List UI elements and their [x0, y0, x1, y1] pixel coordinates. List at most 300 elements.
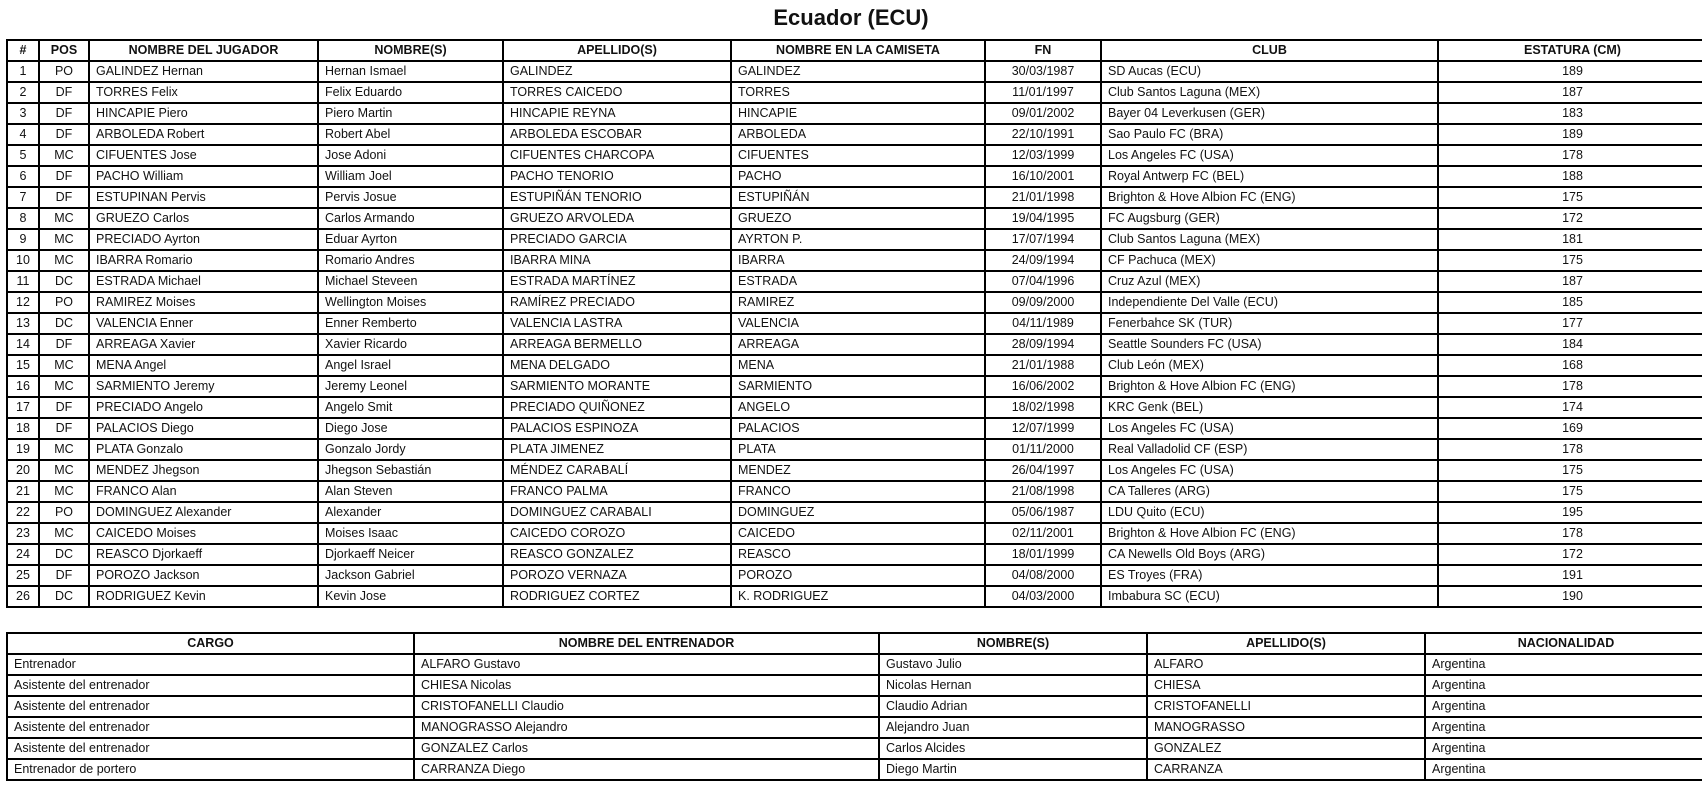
table-row: [7, 292, 1702, 313]
players-cell: MC: [39, 460, 89, 481]
players-cell: Brighton & Hove Albion FC (ENG): [1101, 523, 1438, 544]
players-cell: 168: [1438, 355, 1702, 376]
table-row: [7, 738, 1702, 759]
staff-cell: MANOGRASSO Alejandro: [414, 717, 879, 738]
players-cell: MC: [39, 523, 89, 544]
page-title: Ecuador (ECU): [773, 5, 929, 30]
staff-cell: Argentina: [1425, 738, 1702, 759]
players-cell: ARBOLEDA Robert: [89, 124, 318, 145]
staff-cell: CHIESA Nicolas: [414, 675, 879, 696]
players-cell: CIFUENTES CHARCOPA: [503, 145, 731, 166]
players-cell: MENA: [731, 355, 985, 376]
players-cell: Gonzalo Jordy: [318, 439, 503, 460]
players-cell: 177: [1438, 313, 1702, 334]
players-cell: MÉNDEZ CARABALÍ: [503, 460, 731, 481]
players-cell: ESTUPIÑÁN TENORIO: [503, 187, 731, 208]
players-cell: Angelo Smit: [318, 397, 503, 418]
players-cell: 3: [7, 103, 39, 124]
players-cell: MENA DELGADO: [503, 355, 731, 376]
players-cell: 09/09/2000: [985, 292, 1101, 313]
players-cell: 20: [7, 460, 39, 481]
staff-cell: GONZALEZ: [1147, 738, 1425, 759]
table-row: [7, 187, 1702, 208]
players-cell: Pervis Josue: [318, 187, 503, 208]
table-row: [7, 696, 1702, 717]
players-cell: PACHO: [731, 166, 985, 187]
table-row: [7, 61, 1702, 82]
players-cell: DOMINGUEZ Alexander: [89, 502, 318, 523]
staff-cell: Nicolas Hernan: [879, 675, 1147, 696]
players-cell: 18/01/1999: [985, 544, 1101, 565]
players-cell: Brighton & Hove Albion FC (ENG): [1101, 376, 1438, 397]
players-cell: 189: [1438, 61, 1702, 82]
players-cell: PO: [39, 502, 89, 523]
players-cell: Los Angeles FC (USA): [1101, 418, 1438, 439]
players-cell: DOMINGUEZ CARABALI: [503, 502, 731, 523]
players-header-cell: APELLIDO(S): [503, 40, 731, 61]
players-cell: 05/06/1987: [985, 502, 1101, 523]
players-cell: 189: [1438, 124, 1702, 145]
table-row: [7, 397, 1702, 418]
staff-cell: Asistente del entrenador: [7, 738, 414, 759]
players-cell: 16/10/2001: [985, 166, 1101, 187]
staff-cell: ALFARO Gustavo: [414, 654, 879, 675]
players-cell: 09/01/2002: [985, 103, 1101, 124]
players-cell: 184: [1438, 334, 1702, 355]
players-cell: CA Talleres (ARG): [1101, 481, 1438, 502]
players-cell: 18/02/1998: [985, 397, 1101, 418]
players-cell: DF: [39, 166, 89, 187]
players-cell: 178: [1438, 145, 1702, 166]
players-cell: 188: [1438, 166, 1702, 187]
players-cell: 174: [1438, 397, 1702, 418]
players-cell: ARREAGA: [731, 334, 985, 355]
players-cell: DC: [39, 271, 89, 292]
players-cell: DF: [39, 418, 89, 439]
players-cell: POROZO: [731, 565, 985, 586]
players-cell: SD Aucas (ECU): [1101, 61, 1438, 82]
players-cell: Felix Eduardo: [318, 82, 503, 103]
players-cell: Xavier Ricardo: [318, 334, 503, 355]
players-cell: PALACIOS ESPINOZA: [503, 418, 731, 439]
players-header-cell: NOMBRE EN LA CAMISETA: [731, 40, 985, 61]
table-row: [7, 250, 1702, 271]
players-cell: 21: [7, 481, 39, 502]
staff-cell: CARRANZA Diego: [414, 759, 879, 780]
players-cell: DF: [39, 124, 89, 145]
players-cell: 16/06/2002: [985, 376, 1101, 397]
players-cell: GALINDEZ: [731, 61, 985, 82]
players-cell: DF: [39, 565, 89, 586]
players-cell: ESTUPINAN Pervis: [89, 187, 318, 208]
players-cell: Alexander: [318, 502, 503, 523]
players-cell: Imbabura SC (ECU): [1101, 586, 1438, 607]
players-cell: 22: [7, 502, 39, 523]
players-header-cell: POS: [39, 40, 89, 61]
players-cell: ANGELO: [731, 397, 985, 418]
players-cell: TORRES CAICEDO: [503, 82, 731, 103]
table-row: [7, 439, 1702, 460]
players-cell: Carlos Armando: [318, 208, 503, 229]
players-cell: 12: [7, 292, 39, 313]
players-cell: MC: [39, 208, 89, 229]
players-cell: SARMIENTO MORANTE: [503, 376, 731, 397]
staff-cell: CHIESA: [1147, 675, 1425, 696]
players-cell: PLATA Gonzalo: [89, 439, 318, 460]
table-row: [7, 544, 1702, 565]
table-row: [7, 675, 1702, 696]
players-cell: 21/01/1988: [985, 355, 1101, 376]
players-cell: MC: [39, 229, 89, 250]
players-cell: GALINDEZ: [503, 61, 731, 82]
staff-table: [6, 632, 1702, 781]
players-cell: PRECIADO Ayrton: [89, 229, 318, 250]
players-cell: 6: [7, 166, 39, 187]
players-cell: DF: [39, 397, 89, 418]
players-cell: 04/08/2000: [985, 565, 1101, 586]
players-cell: PO: [39, 61, 89, 82]
players-header-row: [7, 40, 1702, 61]
players-cell: IBARRA: [731, 250, 985, 271]
players-cell: 02/11/2001: [985, 523, 1101, 544]
players-cell: 2: [7, 82, 39, 103]
players-cell: GALINDEZ Hernan: [89, 61, 318, 82]
table-row: [7, 355, 1702, 376]
players-header-cell: ESTATURA (CM): [1438, 40, 1702, 61]
players-cell: 8: [7, 208, 39, 229]
table-row: [7, 376, 1702, 397]
players-cell: Hernan Ismael: [318, 61, 503, 82]
players-cell: Jose Adoni: [318, 145, 503, 166]
players-cell: VALENCIA Enner: [89, 313, 318, 334]
players-cell: Independiente Del Valle (ECU): [1101, 292, 1438, 313]
players-cell: 11: [7, 271, 39, 292]
players-cell: CF Pachuca (MEX): [1101, 250, 1438, 271]
players-cell: 12/03/1999: [985, 145, 1101, 166]
players-cell: 183: [1438, 103, 1702, 124]
players-cell: Sao Paulo FC (BRA): [1101, 124, 1438, 145]
players-cell: RODRIGUEZ Kevin: [89, 586, 318, 607]
staff-cell: Entrenador de portero: [7, 759, 414, 780]
players-cell: 19/04/1995: [985, 208, 1101, 229]
table-row: [7, 103, 1702, 124]
players-cell: Robert Abel: [318, 124, 503, 145]
players-cell: 5: [7, 145, 39, 166]
staff-cell: GONZALEZ Carlos: [414, 738, 879, 759]
players-cell: Club Santos Laguna (MEX): [1101, 82, 1438, 103]
players-cell: TORRES: [731, 82, 985, 103]
players-cell: Jhegson Sebastián: [318, 460, 503, 481]
players-cell: Romario Andres: [318, 250, 503, 271]
table-row: [7, 166, 1702, 187]
players-cell: PRECIADO QUIÑONEZ: [503, 397, 731, 418]
staff-cell: Argentina: [1425, 759, 1702, 780]
players-cell: MENDEZ Jhegson: [89, 460, 318, 481]
players-cell: 178: [1438, 439, 1702, 460]
players-cell: PRECIADO GARCIA: [503, 229, 731, 250]
players-cell: POROZO Jackson: [89, 565, 318, 586]
players-cell: ESTUPIÑÁN: [731, 187, 985, 208]
players-cell: CA Newells Old Boys (ARG): [1101, 544, 1438, 565]
staff-cell: Claudio Adrian: [879, 696, 1147, 717]
players-cell: 175: [1438, 187, 1702, 208]
players-cell: Moises Isaac: [318, 523, 503, 544]
staff-header-cell: NACIONALIDAD: [1425, 633, 1702, 654]
players-cell: 178: [1438, 523, 1702, 544]
table-row: [7, 82, 1702, 103]
players-cell: CIFUENTES: [731, 145, 985, 166]
players-cell: 187: [1438, 271, 1702, 292]
players-cell: AYRTON P.: [731, 229, 985, 250]
players-cell: FC Augsburg (GER): [1101, 208, 1438, 229]
players-cell: Club Santos Laguna (MEX): [1101, 229, 1438, 250]
players-cell: Michael Steveen: [318, 271, 503, 292]
players-cell: ARREAGA Xavier: [89, 334, 318, 355]
players-cell: 26: [7, 586, 39, 607]
players-cell: 172: [1438, 208, 1702, 229]
staff-cell: Diego Martin: [879, 759, 1147, 780]
table-row: [7, 208, 1702, 229]
players-cell: 4: [7, 124, 39, 145]
players-cell: 22/10/1991: [985, 124, 1101, 145]
players-cell: MENDEZ: [731, 460, 985, 481]
players-cell: VALENCIA: [731, 313, 985, 334]
players-cell: REASCO: [731, 544, 985, 565]
table-row: [7, 586, 1702, 607]
staff-cell: Asistente del entrenador: [7, 717, 414, 738]
staff-header-cell: NOMBRE DEL ENTRENADOR: [414, 633, 879, 654]
players-cell: 185: [1438, 292, 1702, 313]
players-cell: William Joel: [318, 166, 503, 187]
players-cell: 04/11/1989: [985, 313, 1101, 334]
staff-cell: ALFARO: [1147, 654, 1425, 675]
players-cell: Royal Antwerp FC (BEL): [1101, 166, 1438, 187]
staff-body: [7, 654, 1702, 780]
table-row: [7, 759, 1702, 780]
table-row: [7, 481, 1702, 502]
table-row: [7, 654, 1702, 675]
players-cell: DC: [39, 586, 89, 607]
players-cell: PACHO TENORIO: [503, 166, 731, 187]
players-cell: ARREAGA BERMELLO: [503, 334, 731, 355]
players-cell: HINCAPIE: [731, 103, 985, 124]
players-cell: 169: [1438, 418, 1702, 439]
staff-cell: Alejandro Juan: [879, 717, 1147, 738]
staff-cell: Argentina: [1425, 696, 1702, 717]
players-cell: 10: [7, 250, 39, 271]
players-cell: 07/04/1996: [985, 271, 1101, 292]
players-cell: PLATA: [731, 439, 985, 460]
table-row: [7, 418, 1702, 439]
staff-cell: Argentina: [1425, 717, 1702, 738]
players-cell: 187: [1438, 82, 1702, 103]
staff-header-cell: APELLIDO(S): [1147, 633, 1425, 654]
players-cell: CIFUENTES Jose: [89, 145, 318, 166]
players-cell: Wellington Moises: [318, 292, 503, 313]
players-cell: 26/04/1997: [985, 460, 1101, 481]
players-cell: FRANCO Alan: [89, 481, 318, 502]
players-cell: 178: [1438, 376, 1702, 397]
staff-header-cell: CARGO: [7, 633, 414, 654]
table-row: [7, 229, 1702, 250]
players-cell: DOMINGUEZ: [731, 502, 985, 523]
players-cell: 24/09/1994: [985, 250, 1101, 271]
table-row: [7, 124, 1702, 145]
players-cell: RAMIREZ Moises: [89, 292, 318, 313]
players-cell: FRANCO: [731, 481, 985, 502]
players-cell: CAICEDO: [731, 523, 985, 544]
staff-cell: Carlos Alcides: [879, 738, 1147, 759]
players-cell: 21/01/1998: [985, 187, 1101, 208]
players-cell: DF: [39, 103, 89, 124]
players-cell: MC: [39, 481, 89, 502]
players-cell: 13: [7, 313, 39, 334]
players-cell: 15: [7, 355, 39, 376]
players-cell: 01/11/2000: [985, 439, 1101, 460]
players-cell: GRUEZO ARVOLEDA: [503, 208, 731, 229]
players-cell: 7: [7, 187, 39, 208]
players-cell: PO: [39, 292, 89, 313]
players-cell: PLATA JIMENEZ: [503, 439, 731, 460]
staff-cell: MANOGRASSO: [1147, 717, 1425, 738]
players-cell: 172: [1438, 544, 1702, 565]
players-cell: Los Angeles FC (USA): [1101, 460, 1438, 481]
players-header-cell: NOMBRE(S): [318, 40, 503, 61]
table-row: [7, 145, 1702, 166]
players-cell: K. RODRIGUEZ: [731, 586, 985, 607]
players-cell: Club León (MEX): [1101, 355, 1438, 376]
players-cell: TORRES Felix: [89, 82, 318, 103]
players-cell: 175: [1438, 250, 1702, 271]
players-cell: Alan Steven: [318, 481, 503, 502]
staff-cell: Argentina: [1425, 654, 1702, 675]
players-cell: 190: [1438, 586, 1702, 607]
table-row: [7, 717, 1702, 738]
players-cell: 181: [1438, 229, 1702, 250]
players-cell: FRANCO PALMA: [503, 481, 731, 502]
players-cell: 23: [7, 523, 39, 544]
staff-cell: Argentina: [1425, 675, 1702, 696]
players-cell: HINCAPIE Piero: [89, 103, 318, 124]
players-cell: SARMIENTO: [731, 376, 985, 397]
players-cell: Bayer 04 Leverkusen (GER): [1101, 103, 1438, 124]
players-cell: PALACIOS Diego: [89, 418, 318, 439]
players-cell: ESTRADA MARTÍNEZ: [503, 271, 731, 292]
players-cell: Los Angeles FC (USA): [1101, 145, 1438, 166]
staff-cell: Asistente del entrenador: [7, 675, 414, 696]
table-row: [7, 334, 1702, 355]
players-cell: Eduar Ayrton: [318, 229, 503, 250]
players-cell: IBARRA Romario: [89, 250, 318, 271]
table-row: [7, 460, 1702, 481]
players-cell: PACHO William: [89, 166, 318, 187]
players-cell: Brighton & Hove Albion FC (ENG): [1101, 187, 1438, 208]
players-cell: 175: [1438, 460, 1702, 481]
players-cell: 14: [7, 334, 39, 355]
players-cell: GRUEZO: [731, 208, 985, 229]
players-cell: Real Valladolid CF (ESP): [1101, 439, 1438, 460]
players-table: [6, 39, 1702, 608]
players-cell: CAICEDO COROZO: [503, 523, 731, 544]
players-cell: VALENCIA LASTRA: [503, 313, 731, 334]
players-cell: HINCAPIE REYNA: [503, 103, 731, 124]
players-cell: RODRIGUEZ CORTEZ: [503, 586, 731, 607]
table-row: [7, 313, 1702, 334]
players-header-cell: CLUB: [1101, 40, 1438, 61]
players-cell: DC: [39, 544, 89, 565]
players-cell: RAMÍREZ PRECIADO: [503, 292, 731, 313]
players-cell: 1: [7, 61, 39, 82]
staff-cell: Gustavo Julio: [879, 654, 1147, 675]
players-cell: 28/09/1994: [985, 334, 1101, 355]
players-cell: 04/03/2000: [985, 586, 1101, 607]
players-cell: 25: [7, 565, 39, 586]
players-cell: DC: [39, 313, 89, 334]
players-cell: Piero Martin: [318, 103, 503, 124]
players-cell: Enner Remberto: [318, 313, 503, 334]
staff-cell: Asistente del entrenador: [7, 696, 414, 717]
players-body: [7, 61, 1702, 607]
table-row: [7, 271, 1702, 292]
staff-cell: CRISTOFANELLI Claudio: [414, 696, 879, 717]
players-cell: KRC Genk (BEL): [1101, 397, 1438, 418]
players-cell: ESTRADA Michael: [89, 271, 318, 292]
players-cell: MENA Angel: [89, 355, 318, 376]
staff-header-row: [7, 633, 1702, 654]
players-cell: ESTRADA: [731, 271, 985, 292]
players-cell: 18: [7, 418, 39, 439]
players-cell: Djorkaeff Neicer: [318, 544, 503, 565]
players-cell: 9: [7, 229, 39, 250]
players-cell: 21/08/1998: [985, 481, 1101, 502]
staff-header-cell: NOMBRE(S): [879, 633, 1147, 654]
players-cell: Diego Jose: [318, 418, 503, 439]
players-cell: LDU Quito (ECU): [1101, 502, 1438, 523]
players-cell: IBARRA MINA: [503, 250, 731, 271]
players-cell: 12/07/1999: [985, 418, 1101, 439]
players-cell: MC: [39, 355, 89, 376]
players-cell: 17/07/1994: [985, 229, 1101, 250]
players-cell: 175: [1438, 481, 1702, 502]
players-cell: MC: [39, 439, 89, 460]
players-header-cell: NOMBRE DEL JUGADOR: [89, 40, 318, 61]
players-cell: MC: [39, 250, 89, 271]
players-cell: PALACIOS: [731, 418, 985, 439]
players-cell: DF: [39, 82, 89, 103]
table-row: [7, 523, 1702, 544]
players-cell: 30/03/1987: [985, 61, 1101, 82]
players-cell: Fenerbahce SK (TUR): [1101, 313, 1438, 334]
players-cell: Jeremy Leonel: [318, 376, 503, 397]
players-cell: RAMIREZ: [731, 292, 985, 313]
players-cell: Seattle Sounders FC (USA): [1101, 334, 1438, 355]
players-cell: 11/01/1997: [985, 82, 1101, 103]
players-cell: CAICEDO Moises: [89, 523, 318, 544]
players-cell: 19: [7, 439, 39, 460]
staff-cell: CARRANZA: [1147, 759, 1425, 780]
players-cell: ARBOLEDA: [731, 124, 985, 145]
players-cell: ARBOLEDA ESCOBAR: [503, 124, 731, 145]
players-cell: 195: [1438, 502, 1702, 523]
players-cell: 24: [7, 544, 39, 565]
staff-cell: Entrenador: [7, 654, 414, 675]
players-cell: REASCO GONZALEZ: [503, 544, 731, 565]
players-cell: DF: [39, 187, 89, 208]
players-cell: Jackson Gabriel: [318, 565, 503, 586]
table-row: [7, 565, 1702, 586]
players-cell: SARMIENTO Jeremy: [89, 376, 318, 397]
table-row: [7, 502, 1702, 523]
